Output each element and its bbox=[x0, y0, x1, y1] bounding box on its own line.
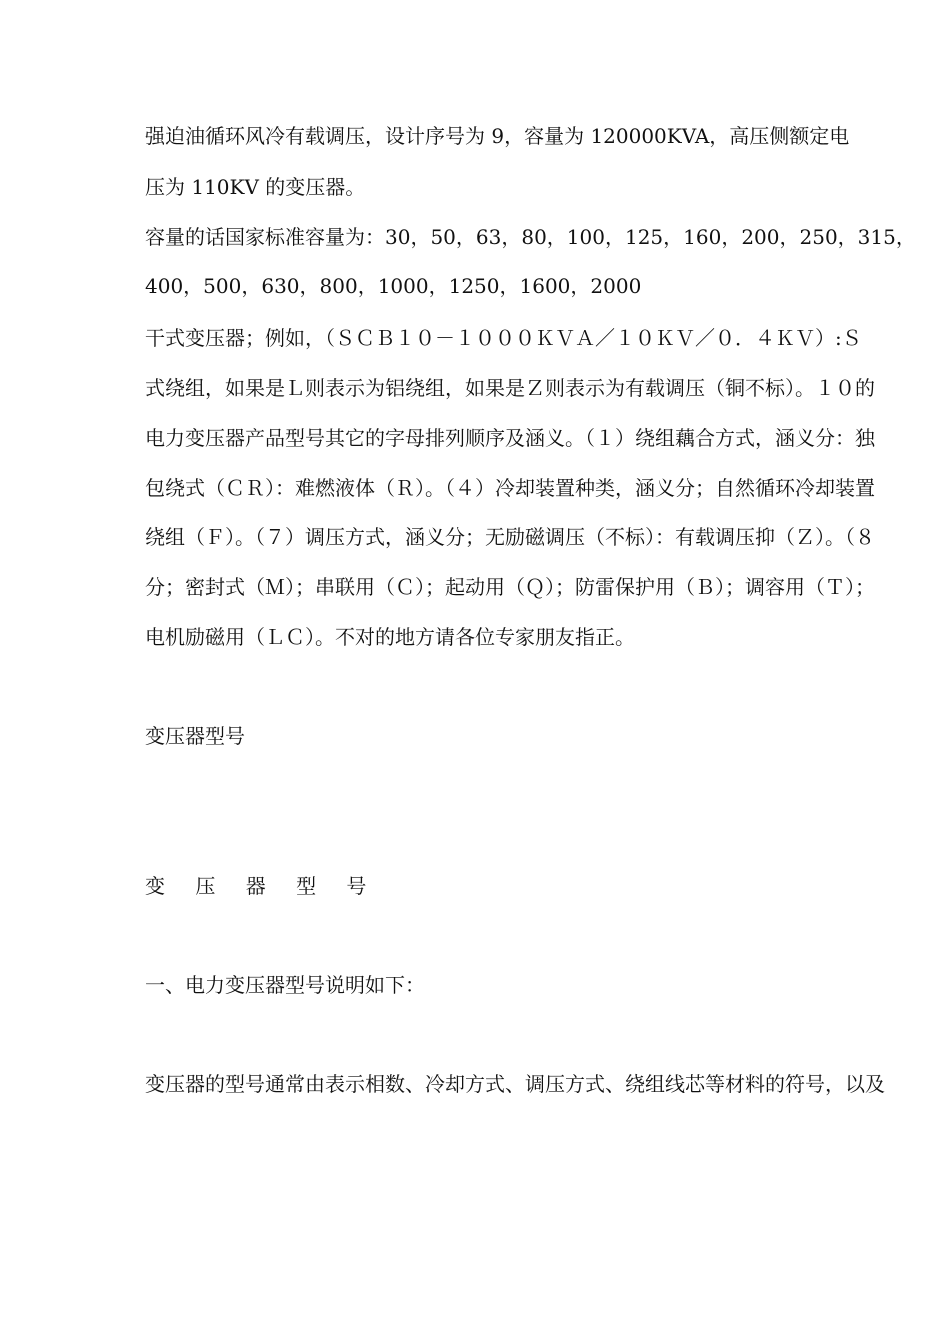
heading-transformer-model: 变压器型号 bbox=[145, 724, 245, 748]
paragraph-line: 分；密封式（Ｍ）；串联用（Ｃ）；起动用（Ｑ）；防雷保护用（Ｂ）；调容用（Ｔ）； bbox=[145, 575, 875, 599]
paragraph-line: 绕组（Ｆ）。（７）调压方式，涵义分；无励磁调压（不标）：有载调压抑（Ｚ）。（８ bbox=[145, 525, 875, 549]
paragraph-line: 强迫油循环风冷有载调压，设计序号为 9，容量为 120000KVA，高压侧额定电 bbox=[145, 124, 850, 148]
paragraph-line: 电机励磁用（ＬＣ）。不对的地方请各位专家朋友指正。 bbox=[145, 625, 635, 649]
body-paragraph: 变压器的型号通常由表示相数、冷却方式、调压方式、绕组线芯等材料的符号，以及 bbox=[145, 1072, 885, 1096]
paragraph-line: 电力变压器产品型号其它的字母排列顺序及涵义。（１）绕组藕合方式，涵义分：独 bbox=[145, 426, 875, 450]
paragraph-line: 包绕式（ＣＲ）：难燃液体（Ｒ）。（４）冷却装置种类，涵义分；自然循环冷却装置 bbox=[145, 476, 875, 500]
heading-transformer-model-spaced: 变 压 器 型 号 bbox=[145, 874, 379, 898]
paragraph-line: 容量的话国家标准容量为：30，50，63，80，100，125，160，200，250，315， bbox=[145, 225, 916, 249]
section-title: 一、电力变压器型号说明如下： bbox=[145, 973, 425, 997]
paragraph-line: 400，500，630，800，1000，1250，1600，2000 bbox=[145, 274, 642, 298]
paragraph-line: 压为 110KV 的变压器。 bbox=[145, 175, 366, 199]
paragraph-line: 式绕组，如果是Ｌ则表示为铝绕组，如果是Ｚ则表示为有载调压（铜不标）。１０的 bbox=[145, 376, 875, 400]
paragraph-line: 干式变压器；例如，（ＳＣＢ１０－１０００ＫＶＡ／１０ＫＶ／０．４ＫＶ）:Ｓ bbox=[145, 326, 862, 350]
